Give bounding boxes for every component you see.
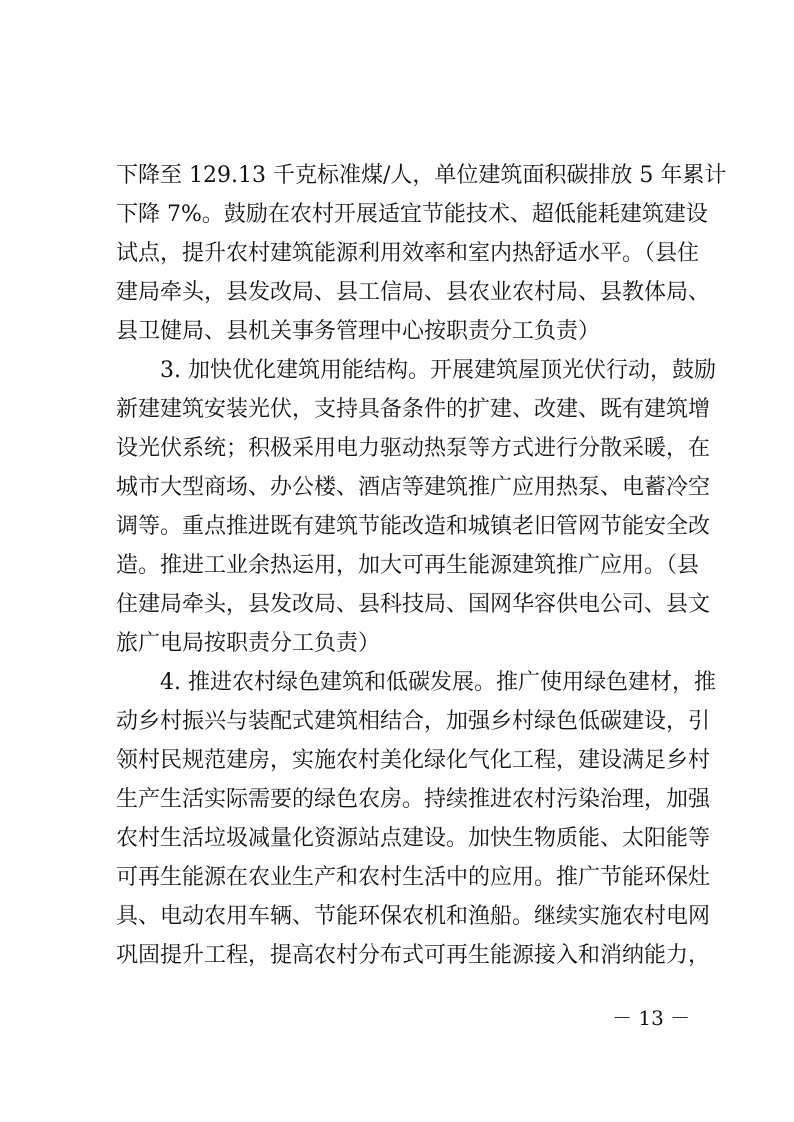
paragraph-4-heading-line: 4. 推进农村绿色建筑和低碳发展。推广使用绿色建材，推 (160, 670, 716, 695)
text-line: 动乡村振兴与装配式建筑相结合，加强乡村绿色低碳建设，引 (116, 709, 711, 734)
text-line: 领村民规范建房，实施农村美化绿化气化工程，建设满足乡村 (116, 748, 711, 773)
text-line: 县卫健局、县机关事务管理中心按职责分工负责） (116, 319, 601, 344)
text-line: 下降 7%。鼓励在农村开展适宜节能技术、超低能耗建筑建设 (116, 202, 708, 227)
text-line: 城市大型商场、办公楼、酒店等建筑推广应用热泵、电蓄冷空 (116, 475, 711, 500)
paragraph-3-heading-line: 3. 加快优化建筑用能结构。开展建筑屋顶光伏行动，鼓励 (160, 358, 716, 383)
text-line: 调等。重点推进既有建筑节能改造和城镇老旧管网节能安全改 (116, 514, 711, 539)
text-line: 农村生活垃圾减量化资源站点建设。加快生物质能、太阳能等 (116, 826, 711, 851)
text-line: 设光伏系统；积极采用电力驱动热泵等方式进行分散采暖，在 (116, 436, 711, 461)
text-line: 新建建筑安装光伏，支持具备条件的扩建、改建、既有建筑增 (116, 397, 711, 422)
document-body (116, 156, 727, 975)
text-line: 下降至 129.13 千克标准煤/人，单位建筑面积碳排放 5 年累计 (116, 163, 727, 188)
text-line: 试点，提升农村建筑能源利用效率和室内热舒适水平。（县住 (116, 241, 700, 266)
text-line: 造。推进工业余热运用，加大可再生能源建筑推广应用。（县 (116, 553, 700, 578)
text-line: 可再生能源在农业生产和农村生活中的应用。推广节能环保灶 (116, 865, 711, 890)
text-line: 建局牵头，县发改局、县工信局、县农业农村局、县教体局、 (116, 280, 711, 305)
page-number: － 13 － (612, 1006, 691, 1030)
text-line: 具、电动农用车辆、节能环保农机和渔船。继续实施农村电网 (116, 904, 711, 929)
text-line: 巩固提升工程，提高农村分布式可再生能源接入和消纳能力， (116, 943, 711, 968)
text-line: 住建局牵头，县发改局、县科技局、国网华容供电公司、县文 (116, 592, 711, 617)
text-line: 生产生活实际需要的绿色农房。持续推进农村污染治理，加强 (116, 787, 711, 812)
text-line: 旅广电局按职责分工负责） (116, 631, 381, 656)
